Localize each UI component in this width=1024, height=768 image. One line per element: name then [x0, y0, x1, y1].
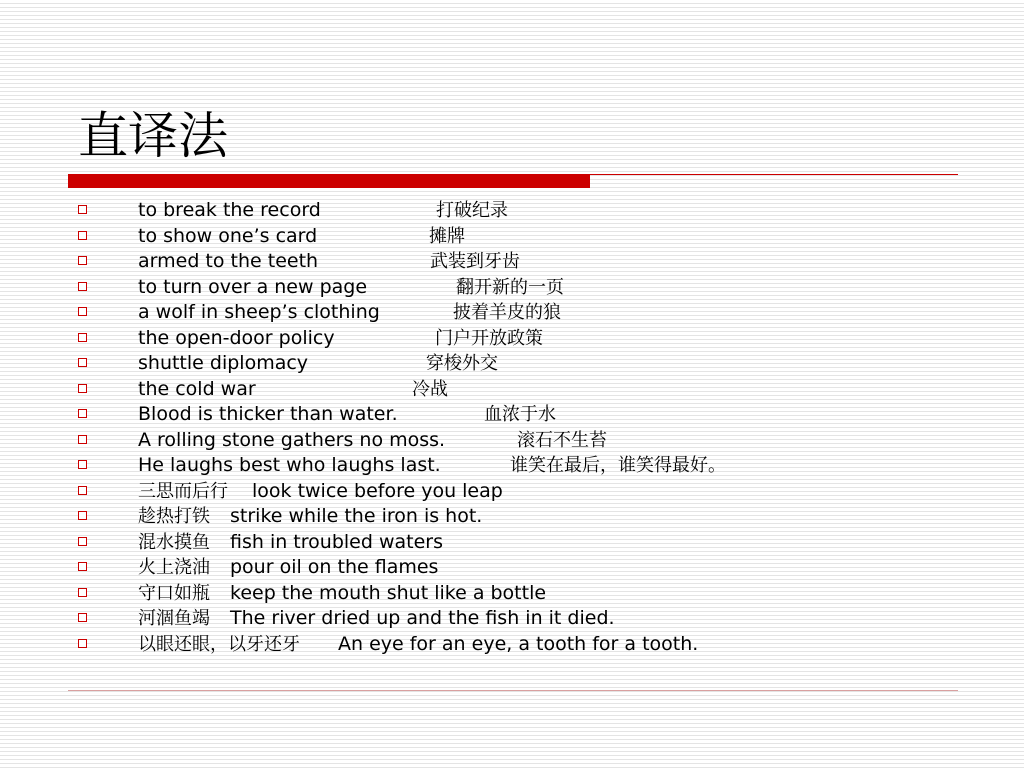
phrase-chinese: 滚石不生苔	[517, 429, 607, 451]
list-item	[74, 530, 974, 556]
phrase-english: fish in troubled waters	[230, 530, 443, 553]
phrase-chinese: 打破纪录	[436, 200, 508, 221]
phrase-chinese: 趁热打铁	[138, 506, 210, 527]
square-bullet-icon	[78, 562, 87, 571]
phrase-english: strike while the iron is hot.	[230, 505, 483, 527]
phrase-english: to break the record	[138, 199, 321, 221]
list-item	[74, 479, 974, 505]
list-item	[74, 606, 974, 632]
phrase-english: armed to the teeth	[138, 250, 319, 272]
list-item	[74, 428, 974, 454]
phrase-english: the cold war	[138, 377, 256, 400]
phrase-chinese: 披着羊皮的狼	[453, 302, 561, 323]
phrase-english: keep the mouth shut like a bottle	[230, 581, 547, 604]
square-bullet-icon	[78, 639, 87, 648]
list-item	[74, 632, 974, 658]
phrase-chinese: 守口如瓶	[138, 582, 210, 604]
phrase-english: look twice before you leap	[252, 479, 503, 502]
square-bullet-icon	[78, 588, 87, 597]
square-bullet-icon	[78, 256, 87, 265]
phrase-chinese: 武装到牙齿	[430, 251, 520, 272]
phrase-english: a wolf in sheep’s clothing	[138, 301, 380, 323]
square-bullet-icon	[78, 282, 87, 291]
square-bullet-icon	[78, 205, 87, 214]
phrase-chinese: 三思而后行	[138, 480, 228, 502]
phrase-chinese: 摊牌	[429, 225, 465, 247]
footer-divider	[68, 690, 958, 691]
square-bullet-icon	[78, 307, 87, 316]
phrase-english: He laughs best who laughs last.	[138, 454, 441, 476]
square-bullet-icon	[78, 613, 87, 622]
square-bullet-icon	[78, 409, 87, 418]
phrase-english: to turn over a new page	[138, 275, 368, 298]
list-item	[74, 224, 974, 250]
phrase-english: A rolling stone gathers no moss.	[138, 428, 446, 451]
list-item	[74, 326, 974, 352]
slide-title: 直译法	[78, 107, 228, 165]
title-divider-thick	[68, 174, 590, 188]
phrase-english: The river dried up and the fish in it died.	[230, 607, 615, 629]
square-bullet-icon	[78, 435, 87, 444]
list-item	[74, 300, 974, 326]
phrase-english: Blood is thicker than water.	[138, 403, 398, 425]
phrase-chinese: 门户开放政策	[435, 327, 543, 349]
list-item	[74, 275, 974, 301]
list-item	[74, 198, 974, 224]
phrase-chinese: 翻开新的一页	[456, 276, 564, 298]
square-bullet-icon	[78, 384, 87, 393]
list-item	[74, 555, 974, 581]
phrase-chinese: 穿梭外交	[426, 353, 498, 374]
phrase-english: to show one’s card	[138, 224, 318, 247]
square-bullet-icon	[78, 231, 87, 240]
square-bullet-icon	[78, 511, 87, 520]
phrase-chinese: 河涸鱼竭	[138, 608, 210, 629]
square-bullet-icon	[78, 358, 87, 367]
phrase-english: An eye for an eye, a tooth for a tooth.	[338, 632, 699, 655]
list-item	[74, 402, 974, 428]
phrase-english: pour oil on the flames	[230, 556, 439, 578]
phrase-english: shuttle diplomacy	[138, 352, 309, 374]
square-bullet-icon	[78, 333, 87, 342]
list-item	[74, 504, 974, 530]
square-bullet-icon	[78, 537, 87, 546]
list-item	[74, 453, 974, 479]
phrase-chinese: 混水摸鱼	[138, 531, 210, 553]
square-bullet-icon	[78, 460, 87, 469]
title-divider-thin	[590, 174, 958, 175]
phrase-chinese: 火上浇油	[138, 557, 210, 578]
phrase-english: the open-door policy	[138, 326, 335, 349]
title-divider	[68, 174, 958, 188]
list-item	[74, 351, 974, 377]
list-item	[74, 249, 974, 275]
square-bullet-icon	[78, 486, 87, 495]
phrase-chinese: 冷战	[412, 378, 448, 400]
list-item	[74, 377, 974, 403]
phrase-list	[74, 198, 974, 657]
phrase-chinese: 以眼还眼，以牙还牙	[138, 633, 300, 655]
phrase-chinese: 血浓于水	[484, 404, 556, 425]
phrase-chinese: 谁笑在最后，谁笑得最好。	[510, 455, 726, 476]
list-item	[74, 581, 974, 607]
